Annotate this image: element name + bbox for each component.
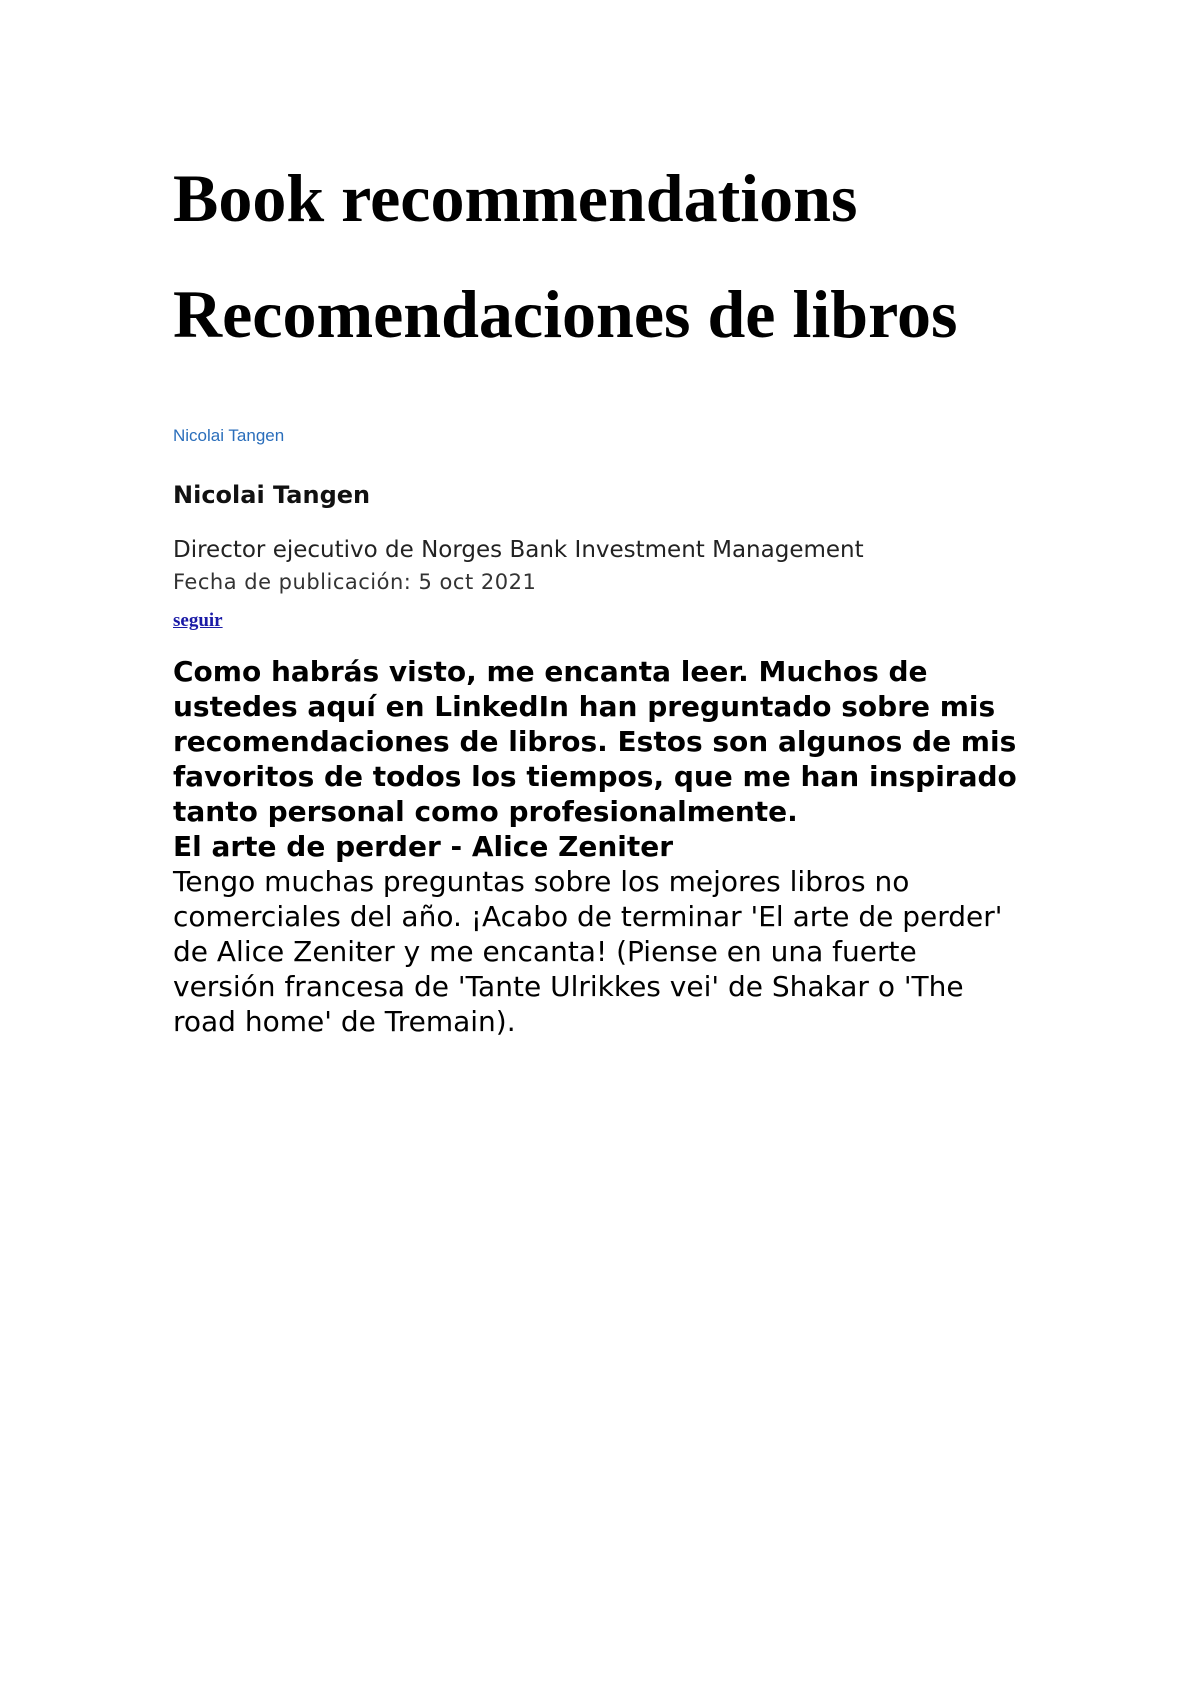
book-heading: El arte de perder - Alice Zeniter xyxy=(173,830,674,863)
author-name: Nicolai Tangen xyxy=(173,481,371,509)
book-description: Tengo muchas preguntas sobre los mejores libros no comerciales del año. ¡Acabo de terminar 'El arte de perder' de Alice Zeniter y me encanta! (Piense en una fuerte versión francesa de 'Tante Ulrikkes vei' de Shakar o 'The road home' de Tremain). xyxy=(173,865,1003,1038)
author-profile-link[interactable]: Nicolai Tangen xyxy=(173,426,285,445)
publication-date: Fecha de publicación: 5 oct 2021 xyxy=(173,570,537,594)
title-english: Book recommendations xyxy=(173,160,858,236)
document-page xyxy=(173,140,1053,1039)
follow-link[interactable]: seguir xyxy=(173,610,223,631)
intro-paragraph: Como habrás visto, me encanta leer. Muchos de ustedes aquí en LinkedIn han preguntado sobre mis recomendaciones de libros. Estos son algunos de mis favoritos de todos los tiempos, que me han inspirado tanto personal como profesionalmente. xyxy=(173,655,1017,828)
title-spanish: Recomendaciones de libros xyxy=(173,276,958,352)
author-role: Director ejecutivo de Norges Bank Investment Management xyxy=(173,537,864,563)
